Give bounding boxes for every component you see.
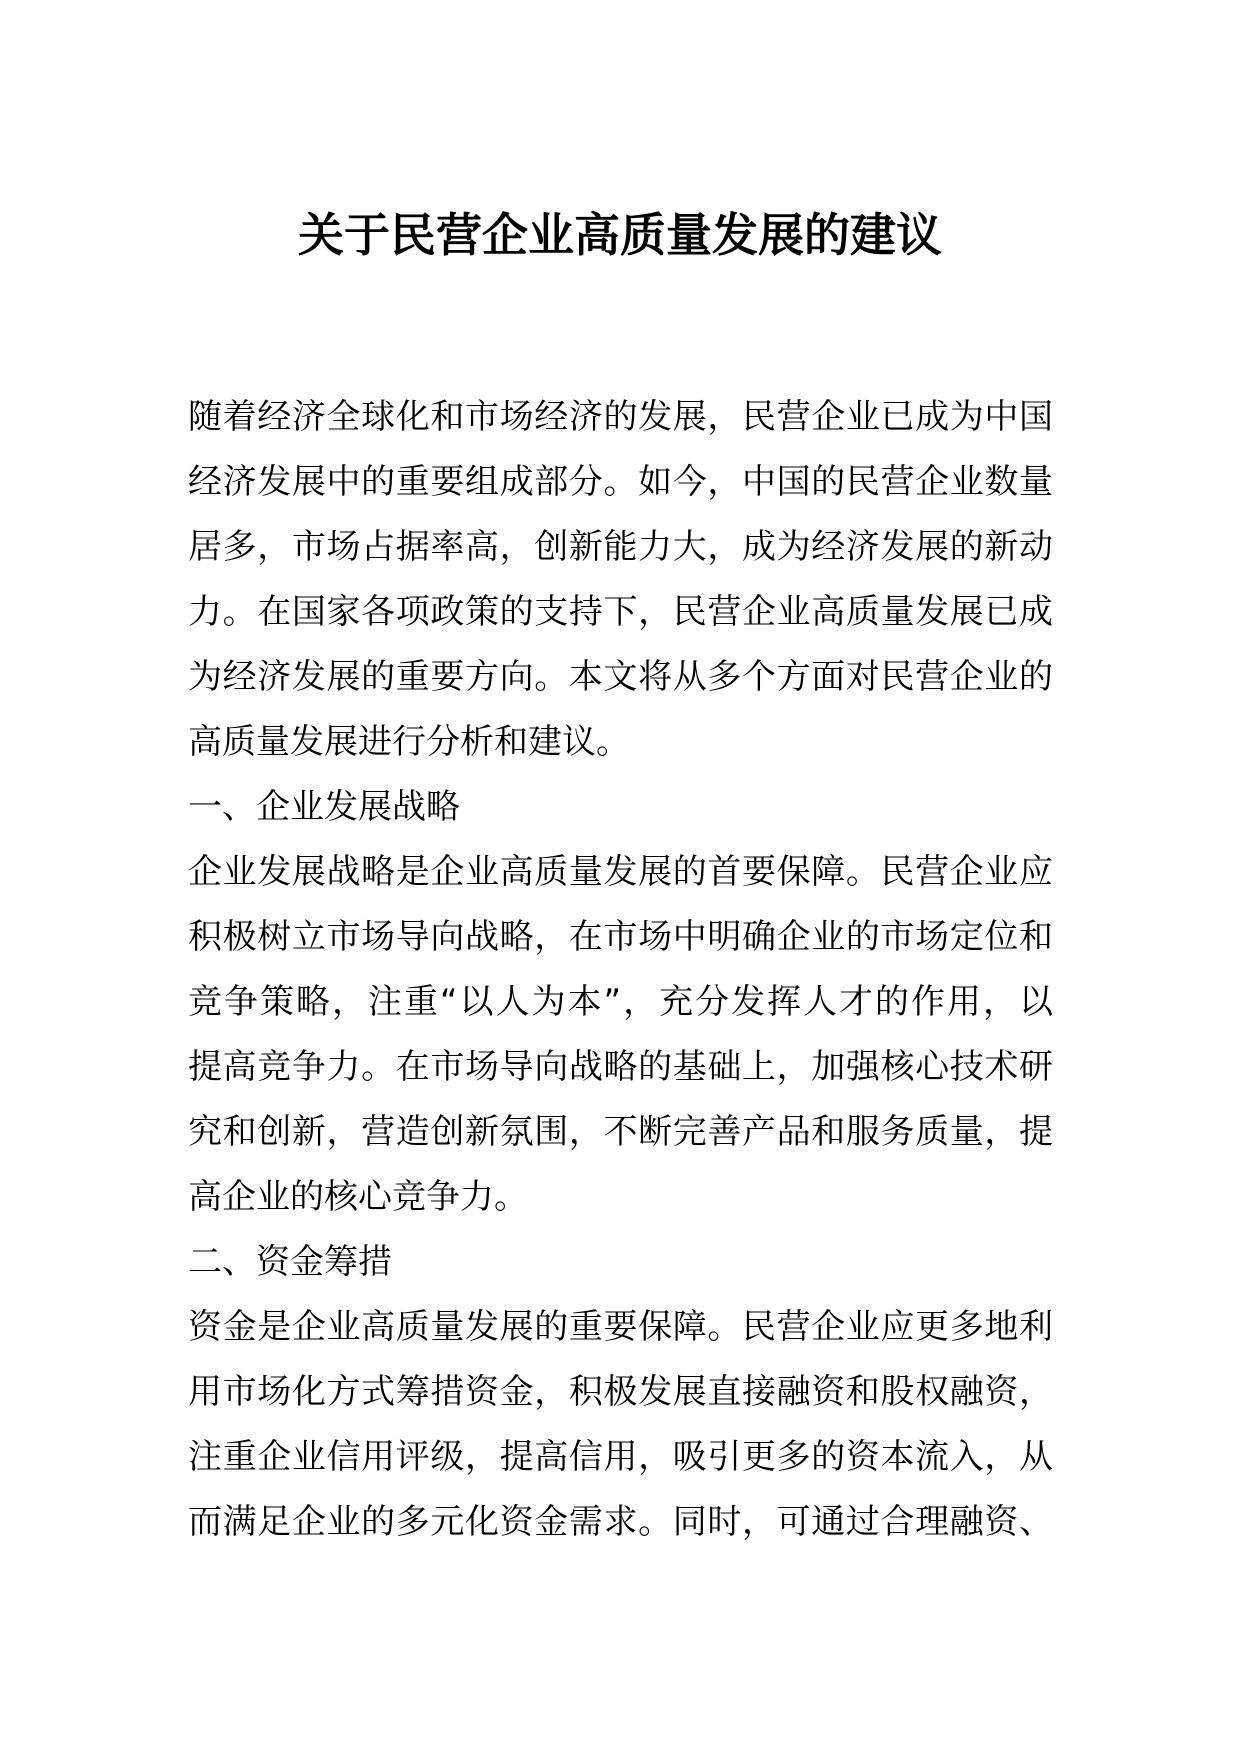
paragraph-line: 竞争策略，注重“以人为本”，充分发挥人才的作用，以 bbox=[188, 982, 1053, 1022]
paragraph-line: 居多，市场占据率高，创新能力大，成为经济发展的新动 bbox=[188, 527, 1053, 567]
paragraph-line: 提高竞争力。在市场导向战略的基础上，加强核心技术研 bbox=[188, 1047, 1053, 1087]
paragraph-line: 资金是企业高质量发展的重要保障。民营企业应更多地利 bbox=[188, 1307, 1053, 1347]
section-heading: 二、资金筹措 bbox=[188, 1242, 392, 1282]
paragraph-line: 高企业的核心竞争力。 bbox=[188, 1177, 528, 1217]
paragraph-line: 经济发展中的重要组成部分。如今，中国的民营企业数量 bbox=[188, 462, 1053, 502]
section-funding bbox=[188, 1230, 1053, 1555]
paragraph-line: 而满足企业的多元化资金需求。同时，可通过合理融资、 bbox=[188, 1502, 1053, 1542]
paragraph-line: 高质量发展进行分析和建议。 bbox=[188, 722, 630, 762]
paragraph-line: 用市场化方式筹措资金，积极发展直接融资和股权融资， bbox=[188, 1372, 1053, 1412]
paragraph-line: 究和创新，营造创新氛围，不断完善产品和服务质量，提 bbox=[188, 1112, 1053, 1152]
section-strategy bbox=[188, 775, 1053, 1230]
document-body bbox=[188, 385, 1053, 1555]
paragraph-line: 注重企业信用评级，提高信用，吸引更多的资本流入，从 bbox=[188, 1437, 1053, 1477]
paragraph-line: 积极树立市场导向战略，在市场中明确企业的市场定位和 bbox=[188, 917, 1053, 957]
document-title: 关于民营企业高质量发展的建议 bbox=[298, 208, 942, 262]
paragraph-line: 企业发展战略是企业高质量发展的首要保障。民营企业应 bbox=[188, 852, 1053, 892]
section-heading: 一、企业发展战略 bbox=[188, 787, 460, 827]
paragraph-line: 力。在国家各项政策的支持下，民营企业高质量发展已成 bbox=[188, 592, 1053, 632]
paragraph-line: 随着经济全球化和市场经济的发展，民营企业已成为中国 bbox=[188, 397, 1053, 437]
intro-paragraph bbox=[188, 385, 1053, 775]
paragraph-line: 为经济发展的重要方向。本文将从多个方面对民营企业的 bbox=[188, 657, 1053, 697]
